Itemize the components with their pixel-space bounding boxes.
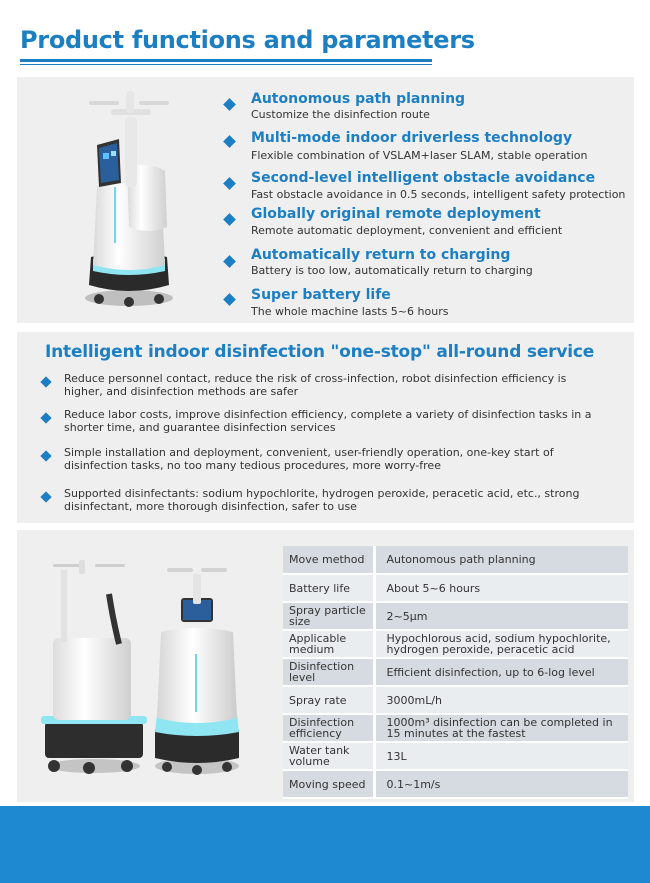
spec-value: 2~5μm xyxy=(374,602,628,630)
service-text: Reduce labor costs, improve disinfection efficiency, complete a variety of disinfection tasks in a shorter time, and guarantee disinfection services xyxy=(64,408,592,434)
spec-row xyxy=(283,602,628,630)
service-title: Intelligent indoor disinfection "one-stop" all-round service xyxy=(45,342,595,362)
spec-value: About 5~6 hours xyxy=(374,574,628,602)
service-text: Reduce personnel contact, reduce the risk of cross-infection, robot disinfection efficiency is higher, and disinfection methods are safer xyxy=(64,372,567,398)
title-underline-thin xyxy=(20,64,432,65)
spec-row xyxy=(283,714,628,742)
spec-row xyxy=(283,546,628,574)
spec-label: Disinfection efficiency xyxy=(283,714,374,742)
feature-desc: Battery is too low, automatically return to charging xyxy=(251,264,533,277)
feature-desc: Fast obstacle avoidance in 0.5 seconds, intelligent safety protection xyxy=(251,188,626,201)
feature-title: Second-level intelligent obstacle avoidance xyxy=(251,170,596,186)
spec-value: 0.1~1m/s xyxy=(374,770,628,798)
diamond-bullet-icon xyxy=(223,255,236,268)
spec-label: Disinfection level xyxy=(283,658,374,686)
feature-title: Super battery life xyxy=(251,287,391,303)
feature-desc: Customize the disinfection route xyxy=(251,108,430,121)
spec-label: Move method xyxy=(283,546,374,574)
spec-value: Autonomous path planning xyxy=(374,546,628,574)
spec-row xyxy=(283,686,628,714)
spec-value: 13L xyxy=(374,742,628,770)
spec-row xyxy=(283,770,628,798)
diamond-bullet-icon xyxy=(223,135,236,148)
spec-row xyxy=(283,658,628,686)
spec-value: 1000m³ disinfection can be completed in 15 minutes at the fastest xyxy=(374,714,628,742)
spec-label: Spray particle size xyxy=(283,602,374,630)
diamond-bullet-icon xyxy=(223,177,236,190)
spec-row xyxy=(283,742,628,770)
diamond-bullet-icon xyxy=(223,213,236,226)
feature-title: Autonomous path planning xyxy=(251,91,466,107)
spec-row xyxy=(283,630,628,658)
diamond-bullet-icon xyxy=(223,98,236,111)
title-underline xyxy=(20,59,432,62)
spec-label: Moving speed xyxy=(283,770,374,798)
functions-panel xyxy=(17,77,634,323)
spec-value: Hypochlorous acid, sodium hypochlorite, hydrogen peroxide, peracetic acid xyxy=(374,630,628,658)
feature-desc: Remote automatic deployment, convenient and efficient xyxy=(251,224,563,237)
feature-desc: Flexible combination of VSLAM+laser SLAM, stable operation xyxy=(251,149,588,162)
spec-label: Applicable medium xyxy=(283,630,374,658)
service-text: Supported disinfectants: sodium hypochlorite, hydrogen peroxide, peracetic acid, etc., strong disinfectant, more thorough disinfection, safer to use xyxy=(64,487,580,513)
diamond-bullet-icon xyxy=(223,293,236,306)
robot-front-image xyxy=(147,562,247,780)
spec-row xyxy=(283,574,628,602)
robot-image xyxy=(69,87,189,313)
spec-value: Efficient disinfection, up to 6-log level xyxy=(374,658,628,686)
spec-label: Spray rate xyxy=(283,686,374,714)
spec-label: Water tank volume xyxy=(283,742,374,770)
feature-title: Automatically return to charging xyxy=(251,247,511,263)
spec-label: Battery life xyxy=(283,574,374,602)
footer-band xyxy=(0,806,650,883)
feature-desc: The whole machine lasts 5~6 hours xyxy=(251,305,449,318)
spec-value: 3000mL/h xyxy=(374,686,628,714)
feature-title: Multi-mode indoor driverless technology xyxy=(251,130,573,146)
service-text: Simple installation and deployment, convenient, user-friendly operation, one-key start of disinfection tasks, no too many tedious procedures, more worry-free xyxy=(64,446,554,472)
spec-table xyxy=(283,546,628,799)
robot-side-image xyxy=(39,560,149,780)
page-title: Product functions and parameters xyxy=(20,26,475,54)
feature-title: Globally original remote deployment xyxy=(251,206,541,222)
